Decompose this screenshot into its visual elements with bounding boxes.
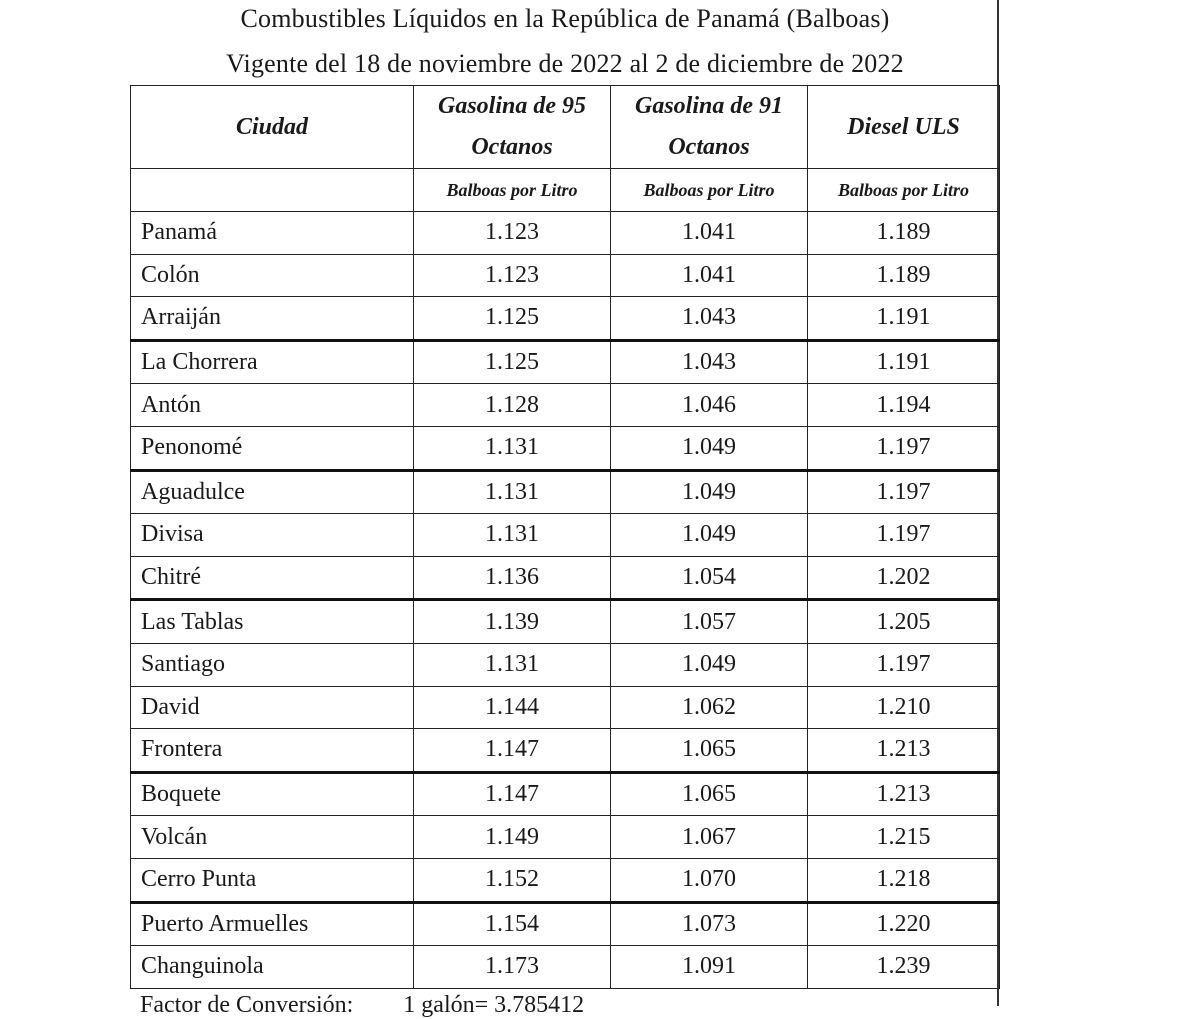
gasoline-95-price: 1.131 (414, 426, 611, 470)
unit-row (131, 169, 1000, 212)
city-cell: Frontera (131, 729, 414, 773)
table-row (131, 556, 1000, 600)
unit-label: Balboas por Litro (611, 169, 808, 212)
gasoline-91-price: 1.062 (611, 686, 808, 729)
gasoline-91-price: 1.065 (611, 772, 808, 816)
gasoline-91-price: 1.049 (611, 514, 808, 557)
gasoline-95-price: 1.139 (414, 600, 611, 644)
unit-label: Balboas por Litro (808, 169, 1000, 212)
city-cell: Puerto Armuelles (131, 902, 414, 946)
gasoline-95-price: 1.125 (414, 297, 611, 341)
page-title: Combustibles Líquidos en la República de Panamá (Balboas) (240, 4, 890, 33)
gasoline-95-price: 1.144 (414, 686, 611, 729)
gasoline-91-price: 1.046 (611, 384, 808, 427)
column-header-diesel: Diesel ULS (808, 86, 1000, 169)
city-cell: Colón (131, 254, 414, 297)
gasoline-91-price: 1.049 (611, 470, 808, 514)
gasoline-95-price: 1.147 (414, 729, 611, 773)
validity-period: Vigente del 18 de noviembre de 2022 al 2 de diciembre de 2022 (226, 49, 904, 78)
gasoline-95-price: 1.128 (414, 384, 611, 427)
city-cell: Boquete (131, 772, 414, 816)
gasoline-91-price: 1.049 (611, 426, 808, 470)
table-row (131, 297, 1000, 341)
gasoline-91-price: 1.049 (611, 643, 808, 686)
table-row (131, 514, 1000, 557)
table-row (131, 772, 1000, 816)
table-row (131, 470, 1000, 514)
table-row (131, 384, 1000, 427)
diesel-price: 1.239 (808, 946, 1000, 989)
diesel-price: 1.197 (808, 643, 1000, 686)
gasoline-91-price: 1.057 (611, 600, 808, 644)
table-row (131, 254, 1000, 297)
table-row (131, 600, 1000, 644)
gasoline-91-price: 1.041 (611, 212, 808, 255)
unit-cell-empty (131, 169, 414, 212)
city-cell: Chitré (131, 556, 414, 600)
diesel-price: 1.213 (808, 772, 1000, 816)
conversion-label: Factor de Conversión: (140, 992, 354, 1018)
city-cell: Aguadulce (131, 470, 414, 514)
table-row (131, 686, 1000, 729)
city-cell: La Chorrera (131, 340, 414, 384)
table-row (131, 340, 1000, 384)
gasoline-91-price: 1.041 (611, 254, 808, 297)
diesel-price: 1.218 (808, 858, 1000, 902)
gasoline-95-price: 1.149 (414, 816, 611, 859)
gasoline-95-price: 1.131 (414, 643, 611, 686)
gasoline-95-price: 1.131 (414, 470, 611, 514)
gasoline-91-price: 1.091 (611, 946, 808, 989)
gasoline-95-price: 1.173 (414, 946, 611, 989)
fuel-price-table (130, 85, 1000, 989)
unit-label: Balboas por Litro (414, 169, 611, 212)
table-row (131, 816, 1000, 859)
table-row (131, 858, 1000, 902)
table-row (131, 902, 1000, 946)
gasoline-95-price: 1.125 (414, 340, 611, 384)
city-cell: David (131, 686, 414, 729)
diesel-price: 1.191 (808, 297, 1000, 341)
city-cell: Arraiján (131, 297, 414, 341)
diesel-price: 1.215 (808, 816, 1000, 859)
diesel-price: 1.197 (808, 514, 1000, 557)
gasoline-91-price: 1.043 (611, 297, 808, 341)
diesel-price: 1.202 (808, 556, 1000, 600)
diesel-price: 1.194 (808, 384, 1000, 427)
gasoline-95-price: 1.147 (414, 772, 611, 816)
table-body (131, 212, 1000, 989)
gasoline-91-price: 1.043 (611, 340, 808, 384)
city-cell: Santiago (131, 643, 414, 686)
gasoline-91-price: 1.065 (611, 729, 808, 773)
gasoline-95-price: 1.123 (414, 254, 611, 297)
gasoline-91-price: 1.073 (611, 902, 808, 946)
column-header-gasoline-91: Gasolina de 91 Octanos (611, 86, 808, 169)
gasoline-95-price: 1.131 (414, 514, 611, 557)
table-header-row (131, 86, 1000, 169)
diesel-price: 1.197 (808, 470, 1000, 514)
gasoline-91-price: 1.067 (611, 816, 808, 859)
table-row (131, 212, 1000, 255)
city-cell: Cerro Punta (131, 858, 414, 902)
table-row (131, 946, 1000, 989)
diesel-price: 1.220 (808, 902, 1000, 946)
city-cell: Divisa (131, 514, 414, 557)
city-cell: Volcán (131, 816, 414, 859)
diesel-price: 1.189 (808, 254, 1000, 297)
table-row (131, 426, 1000, 470)
conversion-value: 1 galón= 3.785412 (403, 992, 585, 1018)
table-row (131, 643, 1000, 686)
column-header-city: Ciudad (131, 86, 414, 169)
column-header-gasoline-95: Gasolina de 95 Octanos (414, 86, 611, 169)
diesel-price: 1.191 (808, 340, 1000, 384)
city-cell: Antón (131, 384, 414, 427)
gasoline-95-price: 1.136 (414, 556, 611, 600)
diesel-price: 1.213 (808, 729, 1000, 773)
gasoline-95-price: 1.152 (414, 858, 611, 902)
diesel-price: 1.205 (808, 600, 1000, 644)
gasoline-91-price: 1.054 (611, 556, 808, 600)
gasoline-95-price: 1.123 (414, 212, 611, 255)
diesel-price: 1.189 (808, 212, 1000, 255)
city-cell: Panamá (131, 212, 414, 255)
table-row (131, 729, 1000, 773)
diesel-price: 1.197 (808, 426, 1000, 470)
diesel-price: 1.210 (808, 686, 1000, 729)
city-cell: Penonomé (131, 426, 414, 470)
city-cell: Las Tablas (131, 600, 414, 644)
gasoline-95-price: 1.154 (414, 902, 611, 946)
city-cell: Changuinola (131, 946, 414, 989)
gasoline-91-price: 1.070 (611, 858, 808, 902)
